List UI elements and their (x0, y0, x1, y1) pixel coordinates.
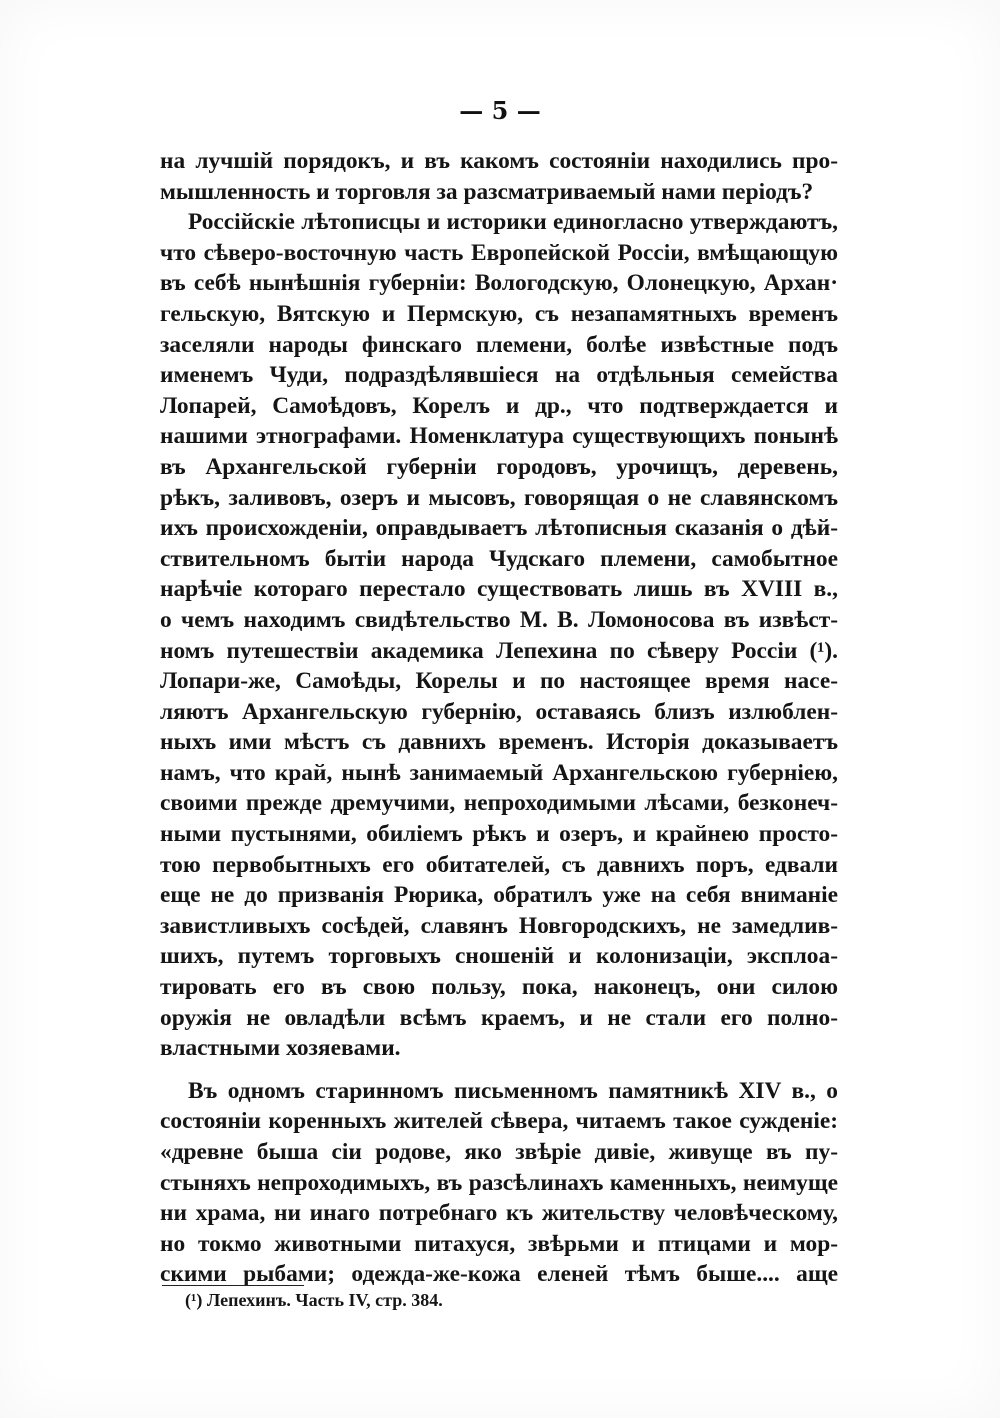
text-line: ни храма, ни инаго потребнаго къ жительству человѣческому, (160, 1200, 838, 1227)
text-line: Россійскіе лѣтописцы и историки единогласно утверждаютъ, (188, 209, 838, 236)
footnote-divider (162, 1285, 304, 1286)
text-line: намъ, что край, нынѣ занимаемый Архангельскою губерніею, (160, 759, 838, 786)
text-line: тою первобытныхъ его обитателей, съ давнихъ поръ, едвали (160, 851, 838, 878)
text-line: тировать его въ свою пользу, пока, наконецъ, они силою (160, 974, 838, 1001)
footnote: (¹) Лепехинъ. Часть IV, стр. 384. (185, 1290, 443, 1310)
text-line: о чемъ находимъ свидѣтельство М. В. Ломоносова въ извѣст- (160, 606, 838, 633)
paragraph-1 (160, 146, 838, 207)
text-line: въ себѣ нынѣшнія губерніи: Вологодскую, Олонецкую, Архан· (160, 270, 838, 297)
paragraph-2 (160, 207, 838, 1064)
text-line: нашими этнографами. Номенклатура существующихъ понынѣ (160, 423, 838, 450)
text-line: но токмо животными питахуся, звѣрьми и птицами и мор- (160, 1230, 838, 1257)
text-line: оружія не овладѣли всѣмъ краемъ, и не стали его полно- (160, 1004, 838, 1031)
text-line: ныхъ ими мѣстъ съ давнихъ временъ. Исторія доказываетъ (160, 729, 838, 756)
text-line: что сѣверо-восточную часть Европейской Россіи, вмѣщающую (160, 239, 838, 266)
text-line: въ Архангельской губерніи городовъ, урочищъ, деревень, (160, 453, 838, 480)
text-line: Лопарей, Самоѣдовъ, Корелъ и др., что подтверждается и (160, 392, 838, 419)
text-line: именемъ Чуди, подраздѣлявшіеся на отдѣльныя семейства (160, 362, 838, 389)
page-number: — 5 — (459, 96, 541, 125)
text-line: ихъ происхожденіи, оправдываетъ лѣтописныя сказанія о дѣй- (160, 515, 838, 542)
text-line: Въ одномъ старинномъ письменномъ памятникѣ XIV в., о (188, 1077, 838, 1104)
text-line: скими рыбами; одежда-же-кожа еленей тѣмъ быше.... аще (160, 1261, 838, 1288)
text-line: ляютъ Архангельскую губернію, оставаясь близъ излюблен- (160, 698, 838, 725)
text-line: властными хозяевами. (160, 1035, 401, 1062)
text-line: гельскую, Вятскую и Пермскую, съ незапамятныхъ временъ (160, 300, 838, 327)
text-line: стыняхъ непроходимыхъ, въ разсѣлинахъ каменныхъ, неимуще (160, 1169, 838, 1196)
text-line: рѣкъ, заливовъ, озеръ и мысовъ, говорящая о не славянскомъ (160, 484, 838, 511)
text-line: заселяли народы финскаго племени, болѣе извѣстные подъ (160, 331, 838, 358)
text-line: ными пустынями, обиліемъ рѣкъ и озеръ, и крайнею просто- (160, 821, 838, 848)
text-line: своими прежде дремучими, непроходимыми лѣсами, безконеч- (160, 790, 838, 817)
paragraph-gap (160, 1064, 838, 1076)
paragraph-3 (160, 1076, 838, 1290)
text-line: нарѣчіе котораго перестало существовать лишь въ XVIII в., (160, 576, 838, 603)
text-line: «древне быша сіи родове, яко звѣріе дивіе, живуще въ пу- (160, 1139, 838, 1165)
text-line: еще не до призванія Рюрика, обратилъ уже на себя вниманіе (160, 882, 838, 909)
text-line: шихъ, путемъ торговыхъ сношеній и колонизаціи, эксплоа- (160, 943, 838, 970)
text-line: Лопари-же, Самоѣды, Корелы и по настоящее время насе- (160, 668, 838, 695)
text-line: завистливыхъ сосѣдей, славянъ Новгородскихъ, не замедлив- (160, 912, 838, 939)
text-line: ствительномъ бытіи народа Чудскаго племени, самобытное (160, 545, 838, 572)
text-line: мышленность и торговля за разсматриваемый нами періодъ? (160, 178, 814, 205)
text-line: номъ путешествіи академика Лепехина по сѣверу Россіи (¹). (160, 637, 838, 664)
body-text (160, 146, 838, 1290)
text-line: состояніи коренныхъ жителей сѣвера, читаемъ такое сужденіе: (160, 1108, 838, 1135)
text-line: на лучшій порядокъ, и въ какомъ состояніи находились про- (160, 148, 838, 174)
